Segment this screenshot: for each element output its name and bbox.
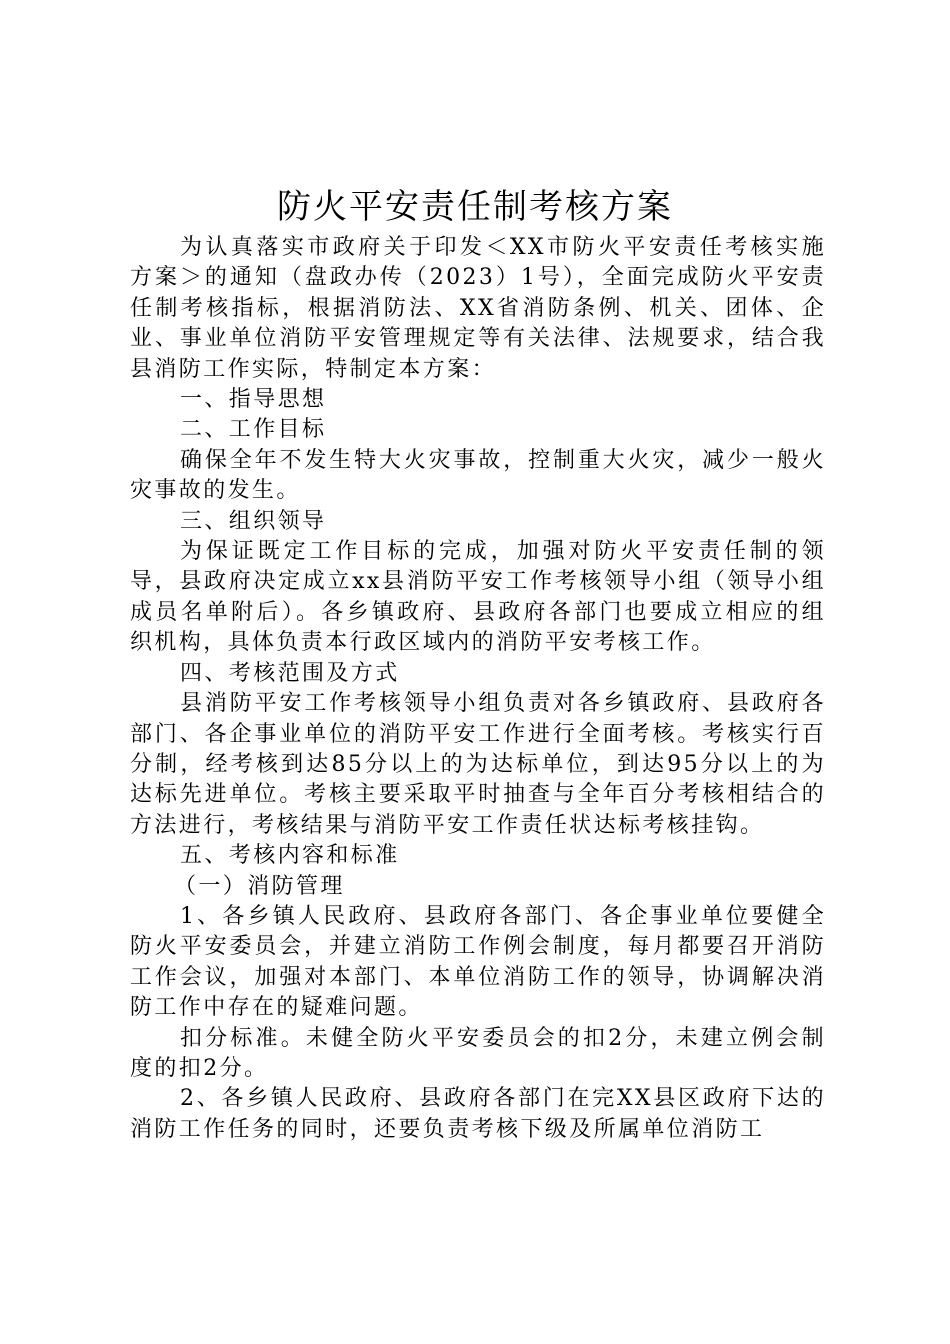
paragraph-item-1: 1、各乡镇人民政府、县政府各部门、各企事业单位要健全防火平安委员会，并建立消防工作例会制度，每月都要召开消防工作会议，加强对本部门、本单位消防工作的领导，协调解决消防工作中存在的疑难问题。	[130, 903, 826, 1021]
paragraph-assessment-scope: 县消防平安工作考核领导小组负责对各乡镇政府、县政府各部门、各企事业单位的消防平安工作进行全面考核。考核实行百分制，经考核到达85分以上的为达标单位，到达95分以上的为达标先进单位。考核主要采取平时抽查与全年百分考核相结合的方法进行，考核结果与消防平安工作责任状达标考核挂钩。	[130, 691, 826, 838]
heading-assessment-content: 五、考核内容和标准	[180, 843, 400, 869]
paragraph-work-goals: 确保全年不发生特大火灾事故，控制重大火灾，减少一般火灾事故的发生。	[130, 447, 826, 504]
document-title: 防火平安责任制考核方案	[277, 187, 673, 227]
heading-organization-leadership: 三、组织领导	[180, 508, 327, 534]
heading-assessment-scope: 四、考核范围及方式	[180, 660, 400, 686]
paragraph-intro: 为认真落实市政府关于印发＜XX市防火平安责任考核实施方案＞的通知（盘政办传（2023）1号），全面完成防火平安责任制考核指标，根据消防法、XX省消防条例、机关、团体、企业、事业单位消防平安管理规定等有关法律、法规要求，结合我县消防工作实际，特制定本方案：	[130, 235, 826, 382]
subheading-fire-management: （一）消防管理	[174, 873, 345, 899]
paragraph-organization-leadership: 为保证既定工作目标的完成，加强对防火平安责任制的领导，县政府决定成立xx县消防平安工作考核领导小组（领导小组成员名单附后）。各乡镇政府、县政府各部门也要成立相应的组织机构，具体负责本行政区域内的消防平安考核工作。	[130, 539, 826, 656]
paragraph-deduction-standard: 扣分标准。未健全防火平安委员会的扣2分，未建立例会制度的扣2分。	[130, 1025, 826, 1081]
paragraph-item-2: 2、各乡镇人民政府、县政府各部门在完XX县区政府下达的消防工作任务的同时，还要负责考核下级及所属单位消防工	[130, 1086, 826, 1142]
heading-work-goals: 二、工作目标	[180, 417, 327, 443]
document-body	[130, 233, 826, 1145]
heading-guiding-ideology: 一、指导思想	[180, 387, 327, 413]
